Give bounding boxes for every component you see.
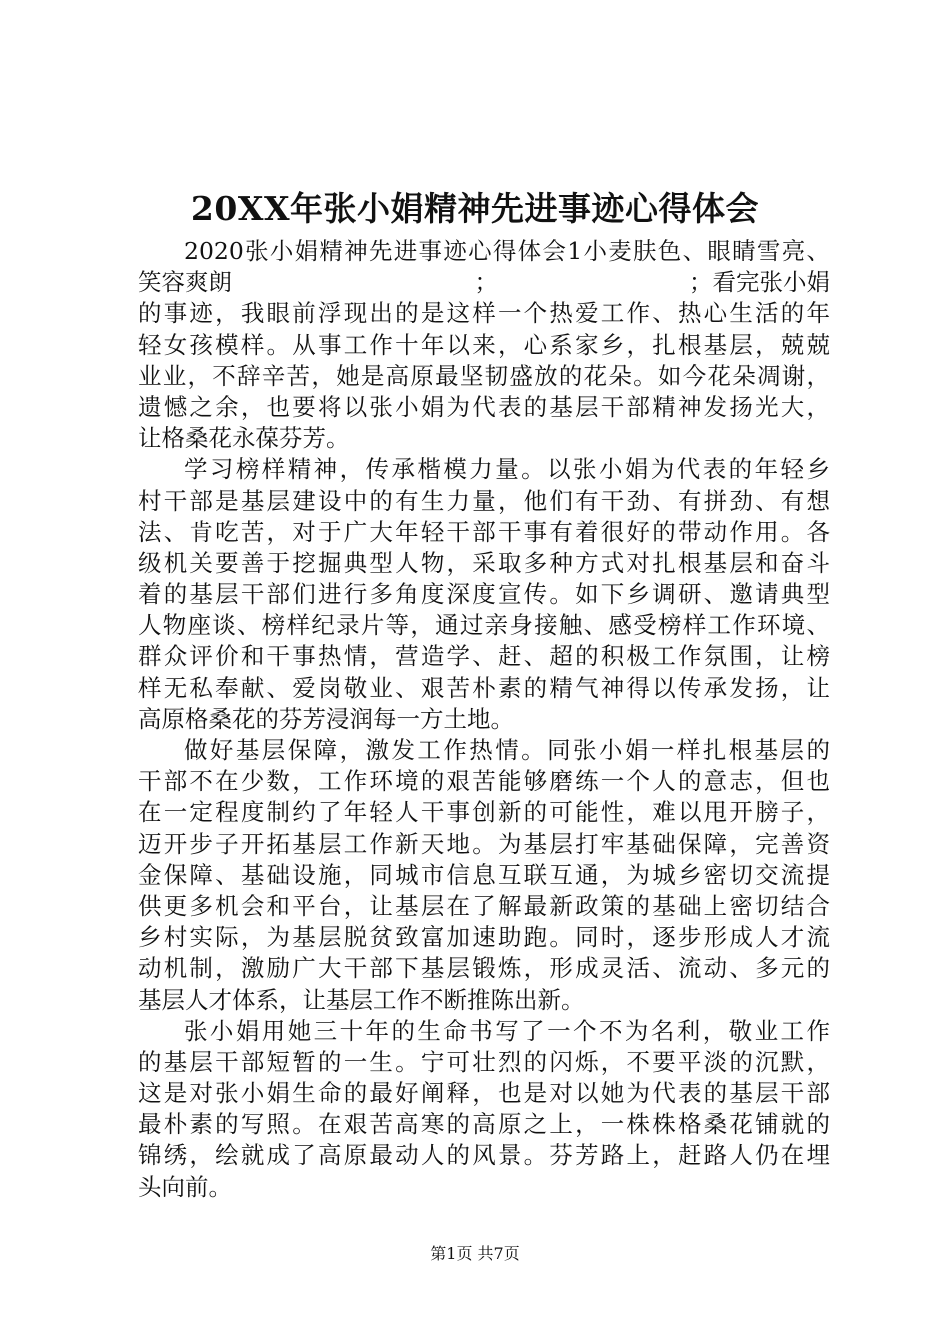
paragraph-3-line-4: 迈开步子开拓基层工作新天地。为基层打牢基础保障，完善资: [138, 829, 830, 858]
paragraph-3-line-8: 动机制，激励广大干部下基层锻炼，形成灵活、流动、多元的: [138, 954, 830, 983]
paragraph-1-line-3: 的事迹，我眼前浮现出的是这样一个热爱工作、热心生活的年: [138, 299, 830, 328]
document-title: 20XX年张小娟精神先进事迹心得体会: [190, 189, 760, 228]
paragraph-3-line-3: 在一定程度制约了年轻人干事创新的可能性，难以甩开膀子，: [138, 798, 830, 827]
paragraph-1-line-6: 遗憾之余，也要将以张小娟为代表的基层干部精神发扬光大，: [138, 392, 830, 421]
paragraph-2-line-6: 人物座谈、榜样纪录片等，通过亲身接触、感受榜样工作环境、: [138, 611, 830, 640]
paragraph-1-line-2: [138, 267, 830, 298]
paragraph-3-line-1: 做好基层保障，激发工作热情。同张小娟一样扎根基层的: [184, 736, 830, 764]
paragraph-4-line-3: 这是对张小娟生命的最好阐释，也是对以她为代表的基层干部: [138, 1079, 830, 1108]
paragraph-1-line-5: 业业，不辞辛苦，她是高原最坚韧盛放的花朵。如今花朵凋谢，: [138, 361, 830, 390]
paragraph-2-line-1: 学习榜样精神，传承楷模力量。以张小娟为代表的年轻乡: [184, 455, 830, 484]
paragraph-4-line-2: 的基层干部短暂的一生。宁可壮烈的闪烁，不要平淡的沉默，: [138, 1047, 830, 1076]
paragraph-4-line-1: 张小娟用她三十年的生命书写了一个不为名利，敬业工作: [184, 1016, 830, 1045]
document-body: [138, 236, 830, 1203]
paragraph-1-line-7: 让格桑花永葆芬芳。: [138, 424, 350, 453]
page-number-footer: 第1页 共7页: [430, 1244, 520, 1263]
paragraph-3-line-7: 乡村实际，为基层脱贫致富加速助跑。同时，逐步形成人才流: [138, 923, 830, 952]
paragraph-4-line-4: 最朴素的写照。在艰苦高寒的高原之上，一株株格桑花铺就的: [138, 1110, 830, 1139]
paragraph-1-text-fragment: ；看完张小娟: [689, 268, 830, 297]
paragraph-2-line-5: 着的基层干部们进行多角度深度宣传。如下乡调研、邀请典型: [138, 580, 830, 609]
paragraph-3-line-6: 供更多机会和平台，让基层在了解最新政策的基础上密切结合: [138, 891, 830, 920]
paragraph-3-line-2: 干部不在少数，工作环境的艰苦能够磨练一个人的意志，但也: [138, 767, 830, 796]
paragraph-2-line-4: 级机关要善于挖掘典型人物，采取多种方式对扎根基层和奋斗: [138, 548, 830, 577]
paragraph-2-line-7: 群众评价和干事热情，营造学、赶、超的积极工作氛围，让榜: [138, 642, 830, 671]
paragraph-3-line-9: 基层人才体系，让基层工作不断推陈出新。: [138, 985, 585, 1014]
paragraph-1-text-fragment: ；: [474, 268, 498, 297]
paragraph-4-line-5: 锦绣，绘就成了高原最动人的风景。芬芳路上，赶路人仍在埋: [138, 1141, 830, 1170]
paragraph-2-line-9: 高原格桑花的芬芳浸润每一方土地。: [138, 704, 514, 733]
paragraph-1-text-fragment: 笑容爽朗: [138, 268, 232, 297]
paragraph-4-line-6: 头向前。: [138, 1172, 232, 1201]
paragraph-3-line-5: 金保障、基础设施，同城市信息互联互通，为城乡密切交流提: [138, 860, 830, 889]
paragraph-1-line-2-left: [138, 267, 498, 298]
paragraph-1-line-1: 2020张小娟精神先进事迹心得体会1小麦肤色、眼睛雪亮、: [184, 237, 830, 265]
paragraph-2-line-8: 样无私奉献、爱岗敬业、艰苦朴素的精气神得以传承发扬，让: [138, 673, 830, 702]
paragraph-2-line-2: 村干部是基层建设中的有生力量，他们有干劲、有拼劲、有想: [138, 486, 830, 515]
paragraph-2-line-3: 法、肯吃苦，对于广大年轻干部干事有着很好的带动作用。各: [138, 517, 830, 546]
paragraph-1-line-4: 轻女孩模样。从事工作十年以来，心系家乡，扎根基层，兢兢: [138, 330, 830, 359]
